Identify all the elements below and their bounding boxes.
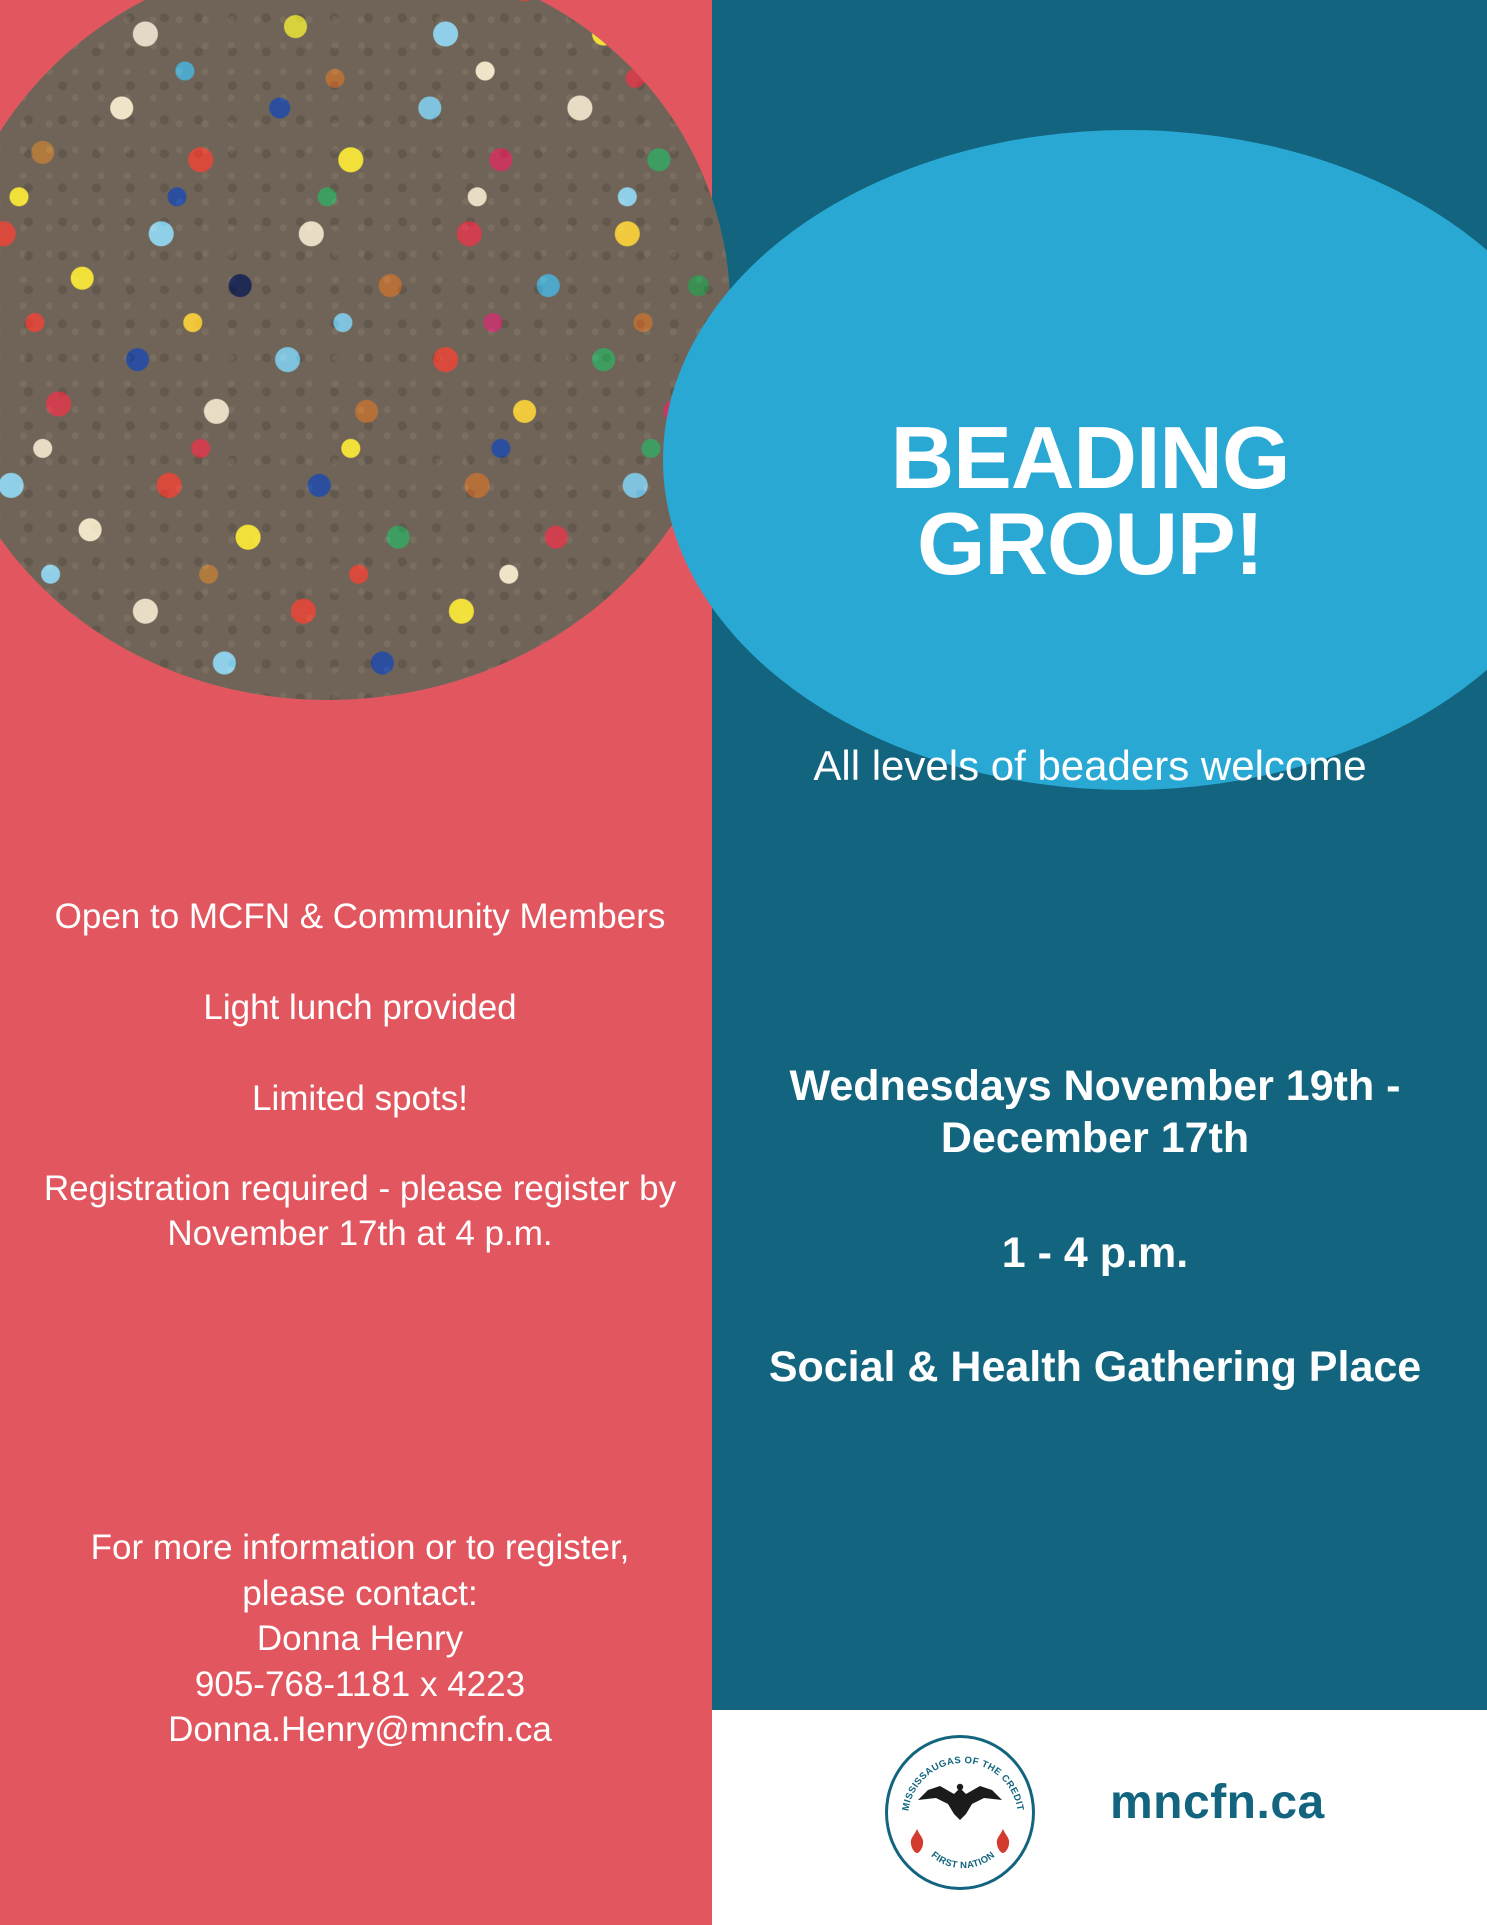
fire-right-icon	[994, 1829, 1012, 1853]
contact-name: Donna Henry	[256, 1619, 464, 1658]
contact-intro: For more information or to register, please contact:	[90, 1528, 630, 1613]
subheading: All levels of beaders welcome	[813, 742, 1367, 789]
contact-phone[interactable]: 905-768-1181 x 4223	[194, 1664, 526, 1704]
headline-line-1: BEADING	[890, 408, 1290, 507]
list-item: Registration required - please register by November 17th at 4 p.m.	[43, 1169, 677, 1254]
fire-left-icon	[908, 1829, 926, 1853]
contact-email[interactable]: Donna.Henry@mncfn.ca	[168, 1710, 552, 1749]
logo-top-text: MISSISSAUGAS OF THE CREDIT	[900, 1754, 1026, 1812]
seed-beads-photo	[0, 0, 730, 700]
eagle-crest-icon	[885, 1735, 1035, 1890]
list-item: Limited spots!	[252, 1078, 468, 1118]
headline-line-2: GROUP!	[917, 494, 1263, 594]
event-dates: Wednesdays November 19th - December 17th	[789, 1062, 1401, 1163]
eagle-icon	[914, 1780, 1006, 1828]
contact-block	[40, 1525, 680, 1753]
beads-highlight-overlay	[0, 0, 730, 700]
list-item: Open to MCFN & Community Members	[54, 897, 666, 936]
website-link[interactable]: mncfn.ca	[1110, 1776, 1325, 1829]
list-item: Light lunch provided	[203, 987, 517, 1027]
event-location: Social & Health Gathering Place	[768, 1343, 1422, 1392]
footer-white-block	[712, 1710, 1487, 1925]
page-title	[690, 408, 1487, 594]
logo-bottom-text: FIRST NATION	[928, 1849, 998, 1872]
event-details	[745, 1060, 1445, 1394]
logo-circle	[885, 1735, 1035, 1890]
left-info-list	[40, 895, 680, 1303]
event-time: 1 - 4 p.m.	[1001, 1228, 1189, 1277]
